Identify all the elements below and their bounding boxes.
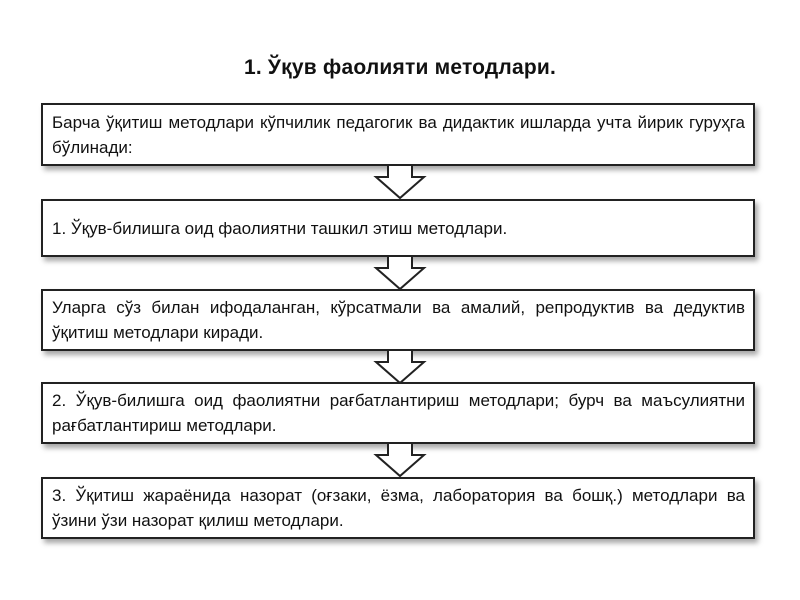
- flow-box-text: 2. Ўқув-билишга оид фаолиятни рағбатлантириш методлари; бурч ва маъсулиятни рағбатлантириш методлари.: [52, 391, 745, 435]
- page-title: 1. Ўқув фаолияти методлари.: [243, 56, 557, 79]
- flow-box-text: Барча ўқитиш методлари кўпчилик педагогик ва дидактик ишларда учта йирик гуруҳга бўлинади:: [52, 112, 745, 157]
- flow-box-method-1: [41, 199, 755, 257]
- flow-box-text: Уларга сўз билан ифодаланган, кўрсатмали ва амалий, репродуктив ва дедуктив ўқитиш методлари киради.: [52, 298, 745, 342]
- flow-box-text: 1. Ўқув-билишга оид фаолиятни ташкил этиш методлари.: [52, 218, 508, 238]
- flow-box-method-3: [41, 477, 755, 539]
- flow-box-method-1-detail: [41, 289, 755, 351]
- down-arrow-icon: [374, 165, 426, 199]
- down-arrow-icon: [374, 443, 426, 477]
- flow-box-text: 3. Ўқитиш жараёнида назорат (оғзаки, ёзма, лаборатория ва бошқ.) методлари ва ўзини ўзи назорат қилиш методлари.: [52, 486, 745, 530]
- down-arrow-icon: [374, 256, 426, 290]
- down-arrow-icon: [374, 350, 426, 384]
- flow-box-method-2: [41, 382, 755, 444]
- flow-box-intro: [41, 103, 755, 166]
